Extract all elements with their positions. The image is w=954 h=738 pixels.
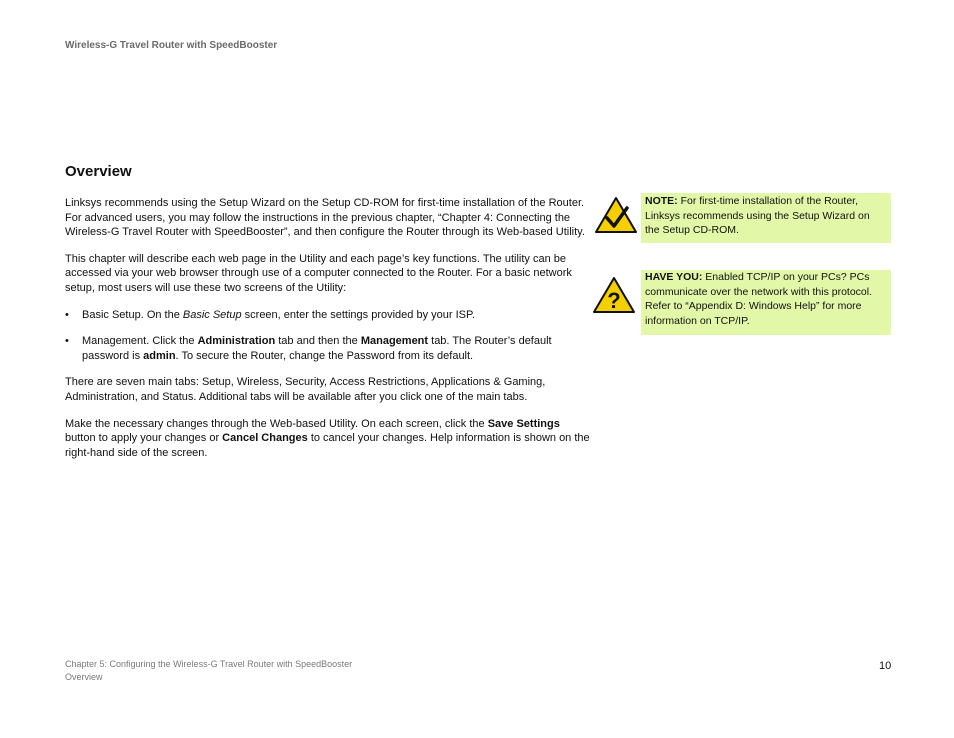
management-term: Management — [360, 335, 429, 348]
section-heading: Overview — [65, 163, 132, 180]
bullet-dot: • — [65, 335, 69, 348]
page-number: 10 — [879, 660, 892, 672]
bullet-management: • Management. Click the Administration tab and then the Management tab. The Router’s default password is admin. To secure the Router, change the Password from its default. — [65, 335, 552, 362]
main-content — [65, 162, 590, 472]
bullet-dot: • — [65, 308, 69, 321]
note-callout — [641, 193, 891, 243]
chapter-description-paragraph: This chapter will describe each web page in the Utility and each page’s key functions. The utility can be accessed via your web browser through use of a computer connected to the Router. For a basic network setup, most users will use these two screens of the Utility: — [65, 252, 572, 294]
have-you-text: Enabled TCP/IP on your PCs? PCs communicate over the network with this protocol. Refer to “Appendix D: Windows Help” for more information on TCP/IP. — [645, 271, 873, 327]
svg-text:?: ? — [607, 288, 621, 313]
bullet-basic-setup: • Basic Setup. On the Basic Setup screen, enter the settings provided by your ISP. — [65, 308, 475, 321]
running-header: Wireless-G Travel Router with SpeedBooster — [65, 40, 278, 51]
have-you-callout — [641, 270, 891, 335]
page-footer — [65, 658, 352, 683]
main-tabs-paragraph: There are seven main tabs: Setup, Wireless, Security, Access Restrictions, Applications & Gaming, Administration, and Status. Additional tabs will be available after you click one of the main tabs. — [65, 376, 546, 403]
administration-term: Administration — [197, 335, 276, 348]
footer-chapter-title: Chapter 5: Configuring the Wireless-G Travel Router with SpeedBooster — [65, 659, 353, 669]
checkmark-warning-icon — [594, 196, 638, 234]
question-warning-icon — [592, 276, 636, 314]
admin-password-term: admin — [143, 349, 176, 362]
footer-section-title: Overview — [65, 671, 103, 682]
intro-paragraph: Linksys recommends using the Setup Wizard on the Setup CD-ROM for first-time installation of the Router. For advanced users, you may follow the instructions in the previous chapter, “Chapter 4: Connecting the Wireless-G Travel Router with SpeedBooster”, and then configure the Router through its Web-based Utility. — [65, 197, 585, 239]
save-settings-term: Save Settings — [487, 417, 560, 430]
save-settings-paragraph: Make the necessary changes through the Web-based Utility. On each screen, click the Save Settings button to apply your changes or Cancel Changes to cancel your changes. Help information is shown on the right-hand side of the screen. — [65, 417, 590, 459]
note-text: For first-time installation of the Router, Linksys recommends using the Setup Wizard on the Setup CD-ROM. — [645, 195, 870, 237]
cancel-changes-term: Cancel Changes — [222, 432, 308, 445]
basic-setup-term: Basic Setup — [182, 308, 242, 321]
have-you-label: HAVE YOU: — [645, 271, 703, 283]
note-label: NOTE: — [645, 195, 678, 207]
